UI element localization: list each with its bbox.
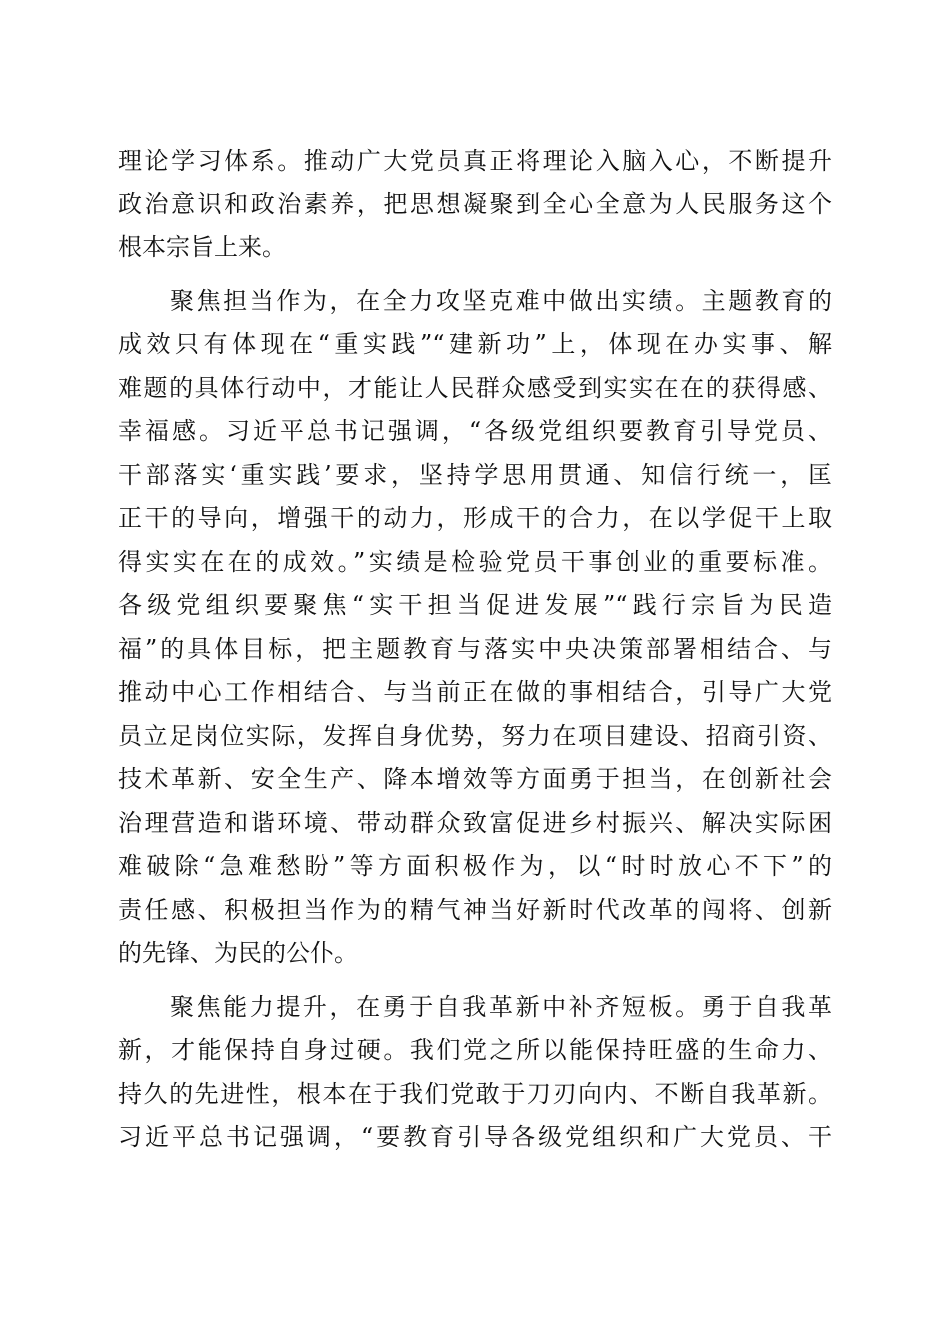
text-line: 习近平总书记强调，“要教育引导各级党组织和广大党员、干 bbox=[118, 1123, 832, 1151]
text-line: 根本宗旨上来。 bbox=[118, 233, 286, 261]
text-line: 持久的先进性，根本在于我们党敢于刀刃向内、不断自我革新。 bbox=[118, 1080, 832, 1108]
text-line: 聚焦能力提升，在勇于自我革新中补齐短板。勇于自我革 bbox=[170, 993, 832, 1021]
text-line: 的先锋、为民的公仆。 bbox=[118, 939, 358, 967]
text-line: 推动中心工作相结合、与当前正在做的事相结合，引导广大党 bbox=[118, 678, 832, 706]
text-line: 各级党组织要聚焦“实干担当促进发展”“践行宗旨为民造 bbox=[118, 591, 832, 619]
text-line: 难破除“急难愁盼”等方面积极作为，以“时时放心不下”的 bbox=[118, 852, 832, 880]
text-line: 责任感、积极担当作为的精气神当好新时代改革的闯将、创新 bbox=[118, 896, 832, 924]
text-line: 成效只有体现在“重实践”“建新功”上，体现在办实事、解 bbox=[118, 330, 832, 358]
text-line: 员立足岗位实际，发挥自身优势，努力在项目建设、招商引资、 bbox=[118, 722, 832, 750]
text-line: 幸福感。习近平总书记强调，“各级党组织要教育引导党员、 bbox=[118, 417, 832, 445]
text-line: 干部落实‘重实践’要求，坚持学思用贯通、知信行统一，匡 bbox=[118, 461, 832, 489]
text-line: 正干的导向，增强干的动力，形成干的合力，在以学促干上取 bbox=[118, 504, 832, 532]
text-line: 聚焦担当作为，在全力攻坚克难中做出实绩。主题教育的 bbox=[170, 287, 832, 315]
text-line: 技术革新、安全生产、降本增效等方面勇于担当，在创新社会 bbox=[118, 765, 832, 793]
text-line: 得实实在在的成效。”实绩是检验党员干事创业的重要标准。 bbox=[118, 548, 832, 576]
text-line: 治理营造和谐环境、带动群众致富促进乡村振兴、解决实际困 bbox=[118, 809, 832, 837]
text-line: 难题的具体行动中，才能让人民群众感受到实实在在的获得感、 bbox=[118, 374, 832, 402]
text-line: 福”的具体目标，把主题教育与落实中央决策部署相结合、与 bbox=[118, 635, 832, 663]
text-line: 新，才能保持自身过硬。我们党之所以能保持旺盛的生命力、 bbox=[118, 1036, 832, 1064]
text-line: 政治意识和政治素养，把思想凝聚到全心全意为人民服务这个 bbox=[118, 190, 832, 218]
text-line: 理论学习体系。推动广大党员真正将理论入脑入心，不断提升 bbox=[118, 147, 832, 175]
